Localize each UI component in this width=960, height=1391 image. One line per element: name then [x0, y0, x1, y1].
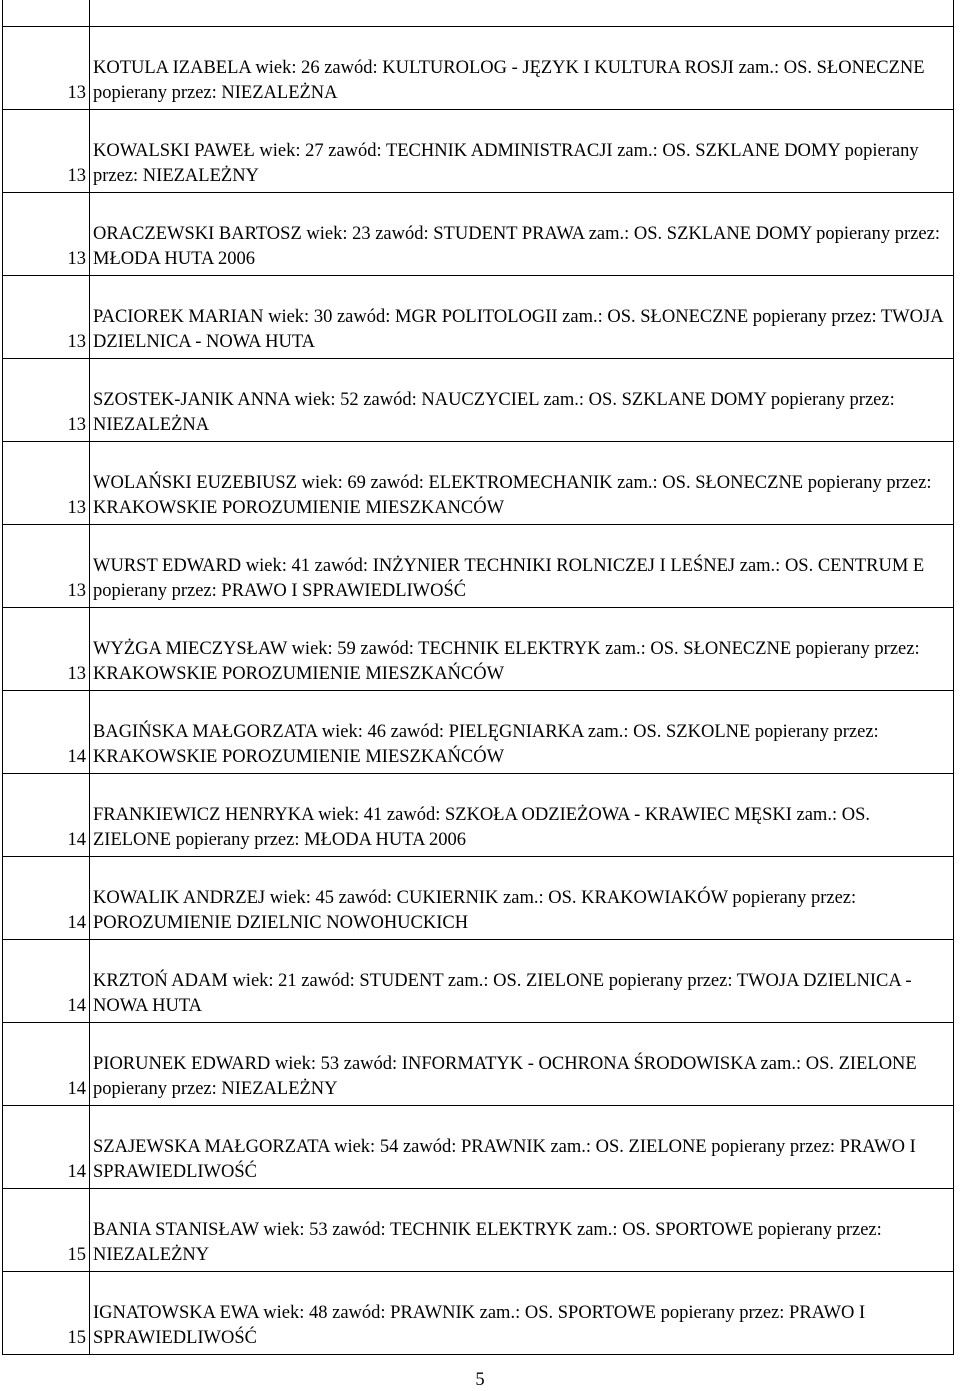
candidate-entry: SZOSTEK-JANIK ANNA wiek: 52 zawód: NAUCZYCIEL zam.: OS. SZKLANE DOMY popierany przez: NIEZALEŻNA [90, 358, 954, 441]
table-row [3, 524, 954, 607]
table-row [3, 939, 954, 1022]
candidate-entry: WOLAŃSKI EUZEBIUSZ wiek: 69 zawód: ELEKTROMECHANIK zam.: OS. SŁONECZNE popierany przez: KRAKOWSKIE POROZUMIENIE MIESZKANCÓW [90, 441, 954, 524]
candidate-entry: PIORUNEK EDWARD wiek: 53 zawód: INFORMATYK - OCHRONA ŚRODOWISKA zam.: OS. ZIELONE popierany przez: NIEZALEŻNY [90, 1022, 954, 1105]
candidate-entry: PACIOREK MARIAN wiek: 30 zawód: MGR POLITOLOGII zam.: OS. SŁONECZNE popierany przez: TWOJA DZIELNICA - NOWA HUTA [90, 275, 954, 358]
table-row [3, 441, 954, 524]
district-number: 14 [3, 1105, 90, 1188]
district-number: 13 [3, 192, 90, 275]
district-number: 13 [3, 275, 90, 358]
table-row [3, 1271, 954, 1354]
table-row [3, 773, 954, 856]
table-row [3, 26, 954, 109]
table-row [3, 1188, 954, 1271]
empty-text-cell [90, 0, 954, 26]
district-number: 13 [3, 607, 90, 690]
district-number: 14 [3, 773, 90, 856]
candidate-entry: IGNATOWSKA EWA wiek: 48 zawód: PRAWNIK zam.: OS. SPORTOWE popierany przez: PRAWO I SPRAWIEDLIWOŚĆ [90, 1271, 954, 1354]
table-row [3, 1022, 954, 1105]
table-row [3, 690, 954, 773]
table-continuation-row [3, 0, 954, 26]
candidate-entry: KOTULA IZABELA wiek: 26 zawód: KULTUROLOG - JĘZYK I KULTURA ROSJI zam.: OS. SŁONECZNE popierany przez: NIEZALEŻNA [90, 26, 954, 109]
table-row [3, 358, 954, 441]
empty-number-cell [3, 0, 90, 26]
candidate-entry: KRZTOŃ ADAM wiek: 21 zawód: STUDENT zam.: OS. ZIELONE popierany przez: TWOJA DZIELNICA - NOWA HUTA [90, 939, 954, 1022]
district-number: 13 [3, 524, 90, 607]
district-number: 13 [3, 26, 90, 109]
table-row [3, 607, 954, 690]
candidate-entry: WURST EDWARD wiek: 41 zawód: INŻYNIER TECHNIKI ROLNICZEJ I LEŚNEJ zam.: OS. CENTRUM E popierany przez: PRAWO I SPRAWIEDLIWOŚĆ [90, 524, 954, 607]
candidate-entry: KOWALIK ANDRZEJ wiek: 45 zawód: CUKIERNIK zam.: OS. KRAKOWIAKÓW popierany przez: POROZUMIENIE DZIELNIC NOWOHUCKICH [90, 856, 954, 939]
table-row [3, 192, 954, 275]
table-row [3, 856, 954, 939]
district-number: 15 [3, 1188, 90, 1271]
district-number: 13 [3, 441, 90, 524]
candidate-entry: ORACZEWSKI BARTOSZ wiek: 23 zawód: STUDENT PRAWA zam.: OS. SZKLANE DOMY popierany przez: MŁODA HUTA 2006 [90, 192, 954, 275]
district-number: 14 [3, 856, 90, 939]
district-number: 14 [3, 1022, 90, 1105]
table-row [3, 275, 954, 358]
candidate-entry: KOWALSKI PAWEŁ wiek: 27 zawód: TECHNIK ADMINISTRACJI zam.: OS. SZKLANE DOMY popierany przez: NIEZALEŻNY [90, 109, 954, 192]
candidate-entry: BAGIŃSKA MAŁGORZATA wiek: 46 zawód: PIELĘGNIARKA zam.: OS. SZKOLNE popierany przez: KRAKOWSKIE POROZUMIENIE MIESZKAŃCÓW [90, 690, 954, 773]
table-row [3, 1105, 954, 1188]
district-number: 13 [3, 358, 90, 441]
candidate-entry: FRANKIEWICZ HENRYKA wiek: 41 zawód: SZKOŁA ODZIEŻOWA - KRAWIEC MĘSKI zam.: OS. ZIELONE popierany przez: MŁODA HUTA 2006 [90, 773, 954, 856]
candidate-entry: WYŻGA MIECZYSŁAW wiek: 59 zawód: TECHNIK ELEKTRYK zam.: OS. SŁONECZNE popierany przez: KRAKOWSKIE POROZUMIENIE MIESZKAŃCÓW [90, 607, 954, 690]
district-number: 14 [3, 690, 90, 773]
district-number: 15 [3, 1271, 90, 1354]
candidate-entry: SZAJEWSKA MAŁGORZATA wiek: 54 zawód: PRAWNIK zam.: OS. ZIELONE popierany przez: PRAWO I SPRAWIEDLIWOŚĆ [90, 1105, 954, 1188]
candidates-table [2, 0, 954, 1355]
district-number: 13 [3, 109, 90, 192]
candidate-entry: BANIA STANISŁAW wiek: 53 zawód: TECHNIK ELEKTRYK zam.: OS. SPORTOWE popierany przez: NIEZALEŻNY [90, 1188, 954, 1271]
table-row [3, 109, 954, 192]
page-number: 5 [475, 1370, 485, 1390]
district-number: 14 [3, 939, 90, 1022]
